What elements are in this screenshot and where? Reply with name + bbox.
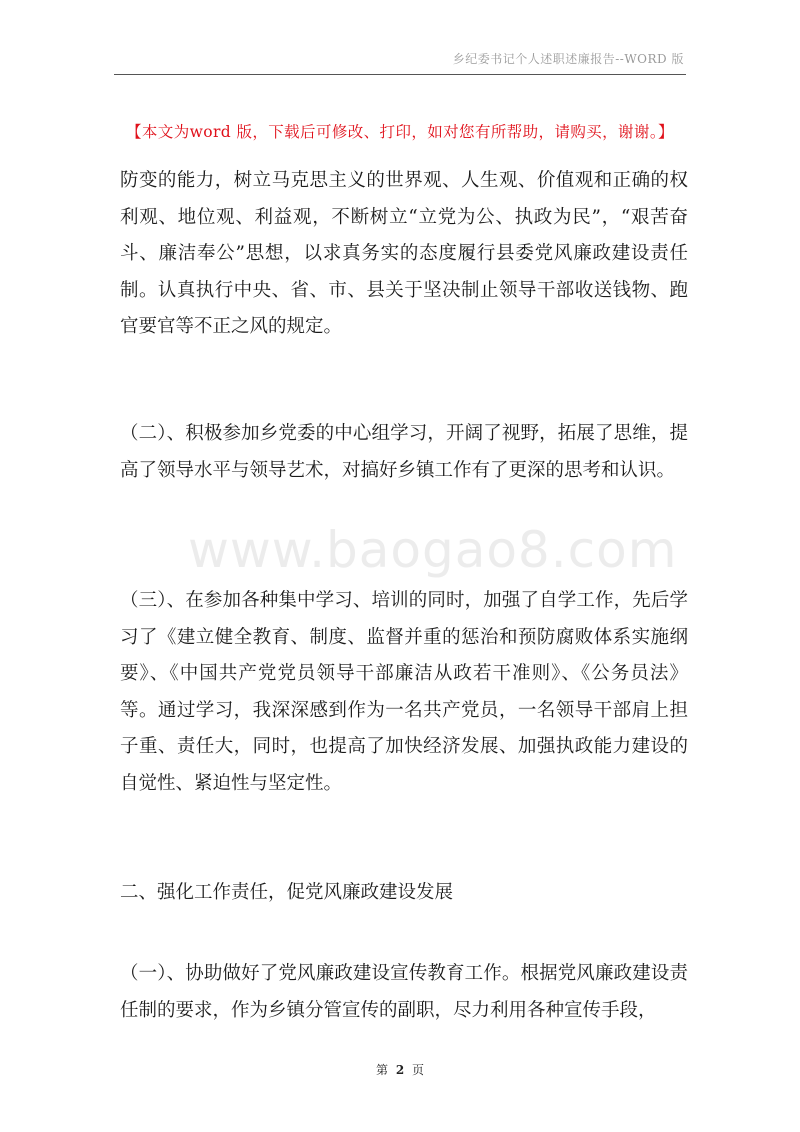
body-paragraph: （一）、协助做好了党风廉政建设宣传教育工作。根据党风廉政建设责任制的要求，作为乡镇分管宣传的副职，尽力利用各种宣传手段， [120,963,688,1021]
body-paragraph: （二）、积极参加乡党委的中心组学习，开阔了视野，拓展了思维，提高了领导水平与领导艺术，对搞好乡镇工作有了更深的思考和认识。 [120,423,688,481]
body-paragraph: （三）、在参加各种集中学习、培训的同时，加强了自学工作，先后学习了《建立健全教育、制度、监督并重的惩治和预防腐败体系实施纲要》、《中国共产党党员领导干部廉洁从政若干准则》、《公务员法》等。通过学习，我深深感到作为一名共产党员，一名领导干部肩上担子重、责任大，同时，也提高了加快经济发展、加强执政能力建设的自觉性、紧迫性与坚定性。 [120,590,688,794]
page-footer [0,1061,800,1078]
site-watermark: www.baogao8.com [188,521,678,579]
page-prefix: 第 [375,1063,388,1077]
header-divider [114,74,686,75]
running-header: 乡纪委书记个人述职述廉报告--WORD 版 [452,52,684,66]
page-number: 2 [395,1063,405,1077]
body-paragraph: 防变的能力，树立马克思主义的世界观、人生观、价值观和正确的权利观、地位观、利益观，不断树立“立党为公、执政为民”，“艰苦奋斗、廉洁奉公”思想，以求真务实的态度履行县委党风廉政建设责任制。认真执行中央、省、市、县关于坚决制止领导干部收送钱物、跑官要官等不正之风的规定。 [120,170,688,337]
section-heading: 二、强化工作责任，促党风廉政建设发展 [120,882,454,903]
page-suffix: 页 [412,1063,425,1077]
download-notice: 【本文为word 版，下载后可修改、打印，如对您有所帮助，请购买，谢谢。】 [126,123,674,141]
